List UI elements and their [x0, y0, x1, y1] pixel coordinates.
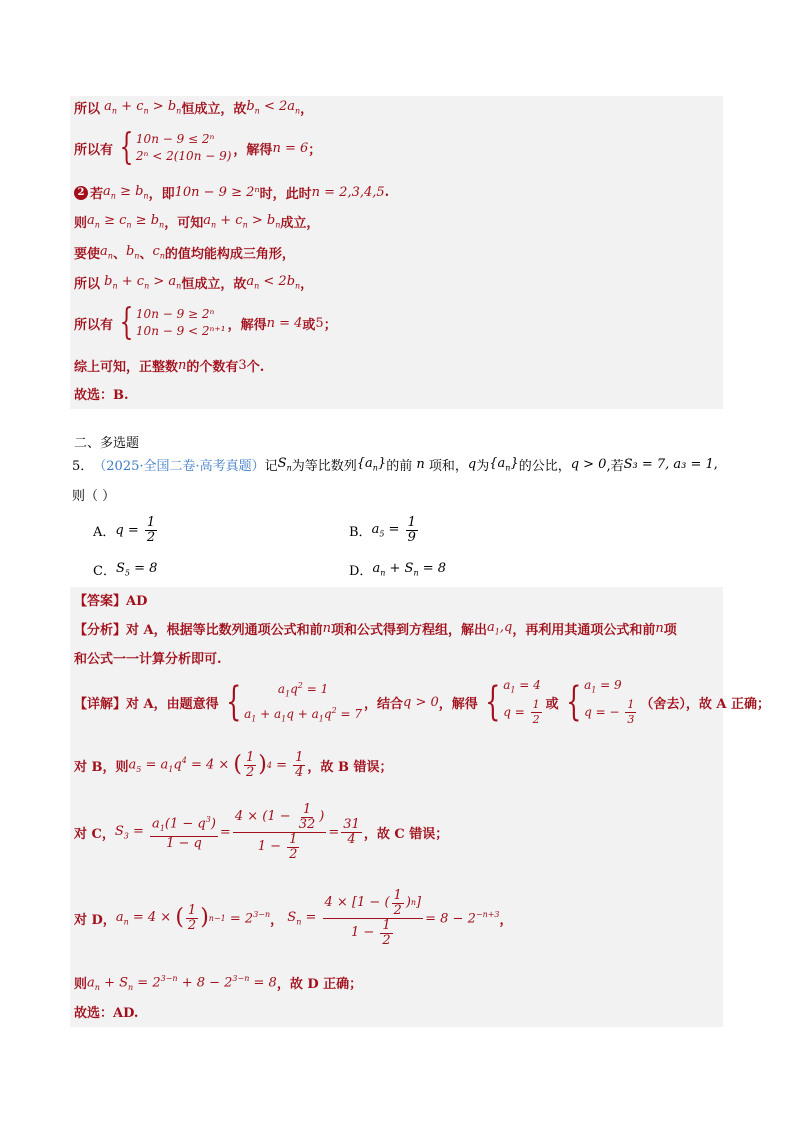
option-a[interactable]: A． q = $\frac{1}{2}$: [93, 515, 156, 545]
sol4-line8: 综上可知，正整数 n 的个数有 3 个.: [74, 358, 265, 375]
section-heading: 二、多选题: [74, 436, 140, 451]
question-stem-line2: 则（ ）: [72, 489, 116, 504]
equation-system: { 10n − 9 ≤ 2ⁿ 2ⁿ < 2(10n − 9): [119, 127, 232, 168]
sol4-conclusion: 故选：B.: [74, 388, 129, 403]
equation-system: { $a_1q^2 = 1$ $a_1 + a_1q + a_1q^2 = 7$: [225, 679, 362, 725]
brace-icon: {: [225, 679, 241, 725]
question-stem: 5． （2025·全国二卷·高考真题） 记 $S_n$ 为等比数列 $\{a_n\}$ 的前 n 项和， q 为 $\{a_n\}$ 的公比， q > 0 ,若 S₃ = 7, a₃ = 1 ,: [72, 456, 718, 474]
answer-label: 【答案】AD: [74, 594, 148, 609]
circled-number-icon: 2: [74, 186, 88, 200]
option-d[interactable]: D． $a_n + S_n = 8$: [349, 561, 447, 579]
detail-a: 【详解】对 A，由题意得 { $a_1q^2 = 1$ $a_1 + a_1q + a_1q^2 = 7$ ，结合 q > 0 ，解得 { $a_1 = 4$ q = $\frac{1}{2}$ 或 { $a_1 = 9$ q = − $\frac{1}{3}$ （舍去），故 A 正确；: [74, 677, 770, 727]
detail-c: 对 C， $S_3$ = $\frac{a_1(1 - q^3)}{1 - q}$ = 4 × (1 − $\frac{1}{32}$ ) 1 − $\frac{1}{2}$ = $\frac{31}{4}$ ，故 C 错误；: [74, 801, 449, 862]
analysis-line2: 和公式一一计算分析即可.: [74, 652, 222, 667]
math-inequality: $a_n + c_n > b_n$: [100, 99, 182, 116]
math-inequality: $b_n < 2a_n$: [246, 99, 301, 116]
sol4-line7: 所以有 { 10n − 9 ≥ 2ⁿ 10n − 9 < 2ⁿ⁺¹ ，解得 n = 4 或 5 ；: [74, 302, 337, 343]
brace-icon: {: [119, 302, 134, 343]
option-c[interactable]: C． $S_5 = 8$: [93, 561, 158, 579]
sol4-line3: 2 若 $a_n \ge b_n$ ，即 10n − 9 ≥ 2ⁿ 时，此时 n = 2,3,4,5 .: [74, 183, 389, 202]
question-source: （2025·全国二卷·高考真题）: [93, 459, 265, 474]
detail-b: 对 B，则 $a_5 = a_1q^4 = 4$ × ( $\frac{1}{2}$ ) 4 = $\frac{1}{4}$ ，故 B 错误；: [74, 749, 393, 780]
detail-d: 对 D， $a_n = 4$ × ( $\frac{1}{2}$ ) n−1 = $2^{3-n}$ ， $S_n$ = 4 × [1 − ( $\frac{1}{2}$ ) n ] 1 − $\frac{1}{2}$ = $8 - 2^{-n+3}$ ，: [74, 887, 513, 948]
analysis-line1: 【分析】对 A，根据等比数列通项公式和前 n 项和公式得到方程组，解出 $a_1,q$ ，再利用其通项公式和前 n 项: [74, 620, 677, 638]
detail-d-result: 则 $a_n + S_n = 2^{3-n} + 8 - 2^{3-n} = 8$ ，故 D 正确；: [74, 973, 363, 992]
brace-icon: {: [484, 679, 501, 725]
sol4-line2: 所以有 { 10n − 9 ≤ 2ⁿ 2ⁿ < 2(10n − 9) ，解得 n = 6 ；: [74, 127, 322, 168]
brace-icon: {: [119, 127, 134, 168]
option-b[interactable]: B． $a_5$ = $\frac{1}{9}$: [349, 515, 416, 545]
equation-system: { $a_1 = 9$ q = − $\frac{1}{3}$: [565, 677, 635, 727]
brace-icon: {: [565, 679, 581, 725]
equation-system: { 10n − 9 ≥ 2ⁿ 10n − 9 < 2ⁿ⁺¹: [119, 302, 226, 343]
sol4-line1: 所以 $a_n + c_n > b_n$ 恒成立，故 $b_n < 2a_n$ ，: [74, 99, 314, 117]
sol4-line4: 则 $a_n \ge c_n \ge b_n$ ，可知 $a_n + c_n > b_n$ 成立，: [74, 213, 320, 231]
equation-system: { $a_1 = 4$ q = $\frac{1}{2}$: [484, 677, 541, 727]
sol4-line6: 所以 $b_n + c_n > a_n$ 恒成立，故 $a_n < 2b_n$ ，: [74, 274, 314, 292]
sol4-line5: 要使 $a_n$ 、 $b_n$ 、 $c_n$ 的值均能构成三角形，: [74, 244, 295, 262]
final-answer: 故选：AD.: [74, 1006, 139, 1021]
